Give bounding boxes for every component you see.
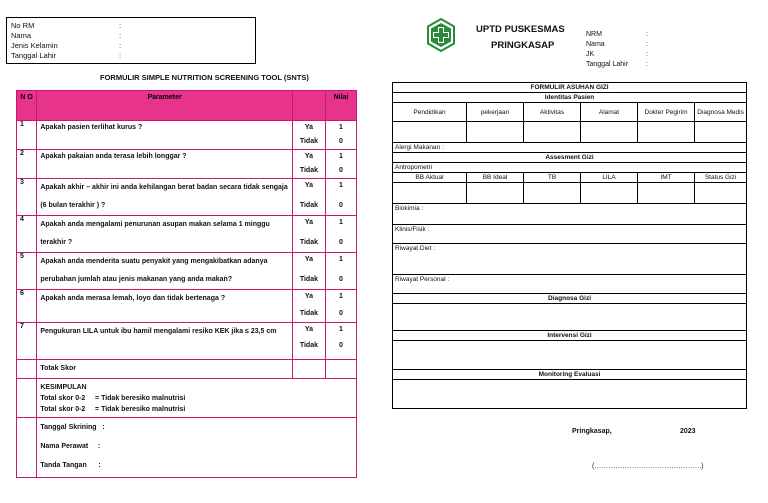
col-lila: LILA <box>581 173 638 183</box>
answer-no: Tidak <box>299 310 318 317</box>
puskesmas-logo-icon <box>426 18 456 52</box>
total-row <box>17 360 357 379</box>
table-row <box>17 253 357 290</box>
conclusion-line-1: Total skor 0-2 = Tidak beresiko malnutrisi <box>40 395 186 402</box>
empty-cell <box>467 183 524 204</box>
answer-cell <box>292 253 325 290</box>
sep: : <box>119 31 122 40</box>
score-yes: 1 <box>339 256 343 263</box>
score-no: 0 <box>339 202 343 209</box>
answer-no: Tidak <box>299 342 318 349</box>
answer-yes: Ya <box>304 256 313 263</box>
answer-yes: Ya <box>304 326 313 333</box>
signature-row <box>17 418 357 478</box>
anthro-value-row <box>393 183 747 204</box>
col-occupation: pekerjaan <box>467 103 524 122</box>
label-tanggal-lahir: Tanggal Lahir <box>11 51 57 60</box>
table-row <box>17 216 357 253</box>
answer-cell <box>292 323 325 360</box>
score-no: 0 <box>339 239 343 246</box>
conclusion-cell <box>37 379 357 418</box>
conclusion-row <box>17 379 357 418</box>
label-nama: Nama <box>11 31 32 40</box>
answer-cell <box>292 216 325 253</box>
label-jk: JK <box>586 51 595 58</box>
label-tanggal-lahir: Tanggal Lahir <box>586 61 629 68</box>
signature-cell <box>37 418 357 478</box>
screening-date: Tanggal Skrining : <box>40 424 105 431</box>
answer-cell <box>292 150 325 179</box>
anthropometry-label: Antropometri <box>393 163 747 173</box>
col-education: Pendidikan <box>393 103 467 122</box>
col-bmi: IMT <box>638 173 695 183</box>
row-number: 4 <box>17 216 37 253</box>
sep: : <box>646 31 648 38</box>
question: Apakah anda menderita suatu penyakit yang mengakibatkan adanya perubahan jumlah atau jenis makanan yang anda makan? <box>37 253 293 290</box>
score-cell <box>325 253 356 290</box>
section-assessment: Assesment Gizi <box>393 153 747 163</box>
answer-yes: Ya <box>304 293 313 300</box>
empty-cell <box>581 183 638 204</box>
score-yes: 1 <box>339 182 343 189</box>
right-patient-identity <box>586 30 648 70</box>
header-parameter: Parameter <box>37 91 293 121</box>
empty-cell <box>695 183 747 204</box>
question: Apakah anda merasa lemah, loyo dan tidak bertenaga ? <box>37 290 293 323</box>
anthro-header-row <box>393 173 747 183</box>
table-row <box>17 290 357 323</box>
empty-cell <box>17 418 37 478</box>
table-row <box>17 323 357 360</box>
answer-no: Tidak <box>299 138 318 145</box>
score-cell <box>325 290 356 323</box>
question: Pengukuran LILA untuk ibu hamil mengalami resiko KEK jika ≤ 23,5 cm <box>37 323 293 360</box>
header-answer <box>292 91 325 121</box>
score-no: 0 <box>339 138 343 145</box>
score-no: 0 <box>339 276 343 283</box>
score-cell <box>325 216 356 253</box>
question: Apakah pasien terlihat kurus ? <box>37 121 293 150</box>
col-actual-weight: BB Aktual <box>393 173 467 183</box>
nurse-name: Nama Perawat : <box>40 443 101 450</box>
answer-yes: Ya <box>304 219 313 226</box>
score-cell <box>325 121 356 150</box>
label-nrm: NRM <box>586 31 602 38</box>
empty-cell <box>325 360 356 379</box>
table-row <box>17 150 357 179</box>
biochem-field: Biokimia : <box>393 204 747 225</box>
score-yes: 1 <box>339 219 343 226</box>
sep: : <box>119 21 122 30</box>
answer-no: Tidak <box>299 239 318 246</box>
empty-cell <box>524 122 581 143</box>
nutrition-care-table <box>392 82 747 409</box>
row-number: 6 <box>17 290 37 323</box>
footer-year: 2023 <box>680 428 696 435</box>
score-yes: 1 <box>339 153 343 160</box>
label-nama: Nama <box>586 41 605 48</box>
personal-history-field: Riwayat Personal : <box>393 275 747 294</box>
conclusion-title: KESIMPULAN <box>40 384 87 391</box>
snts-header-row <box>17 91 357 121</box>
answer-cell <box>292 290 325 323</box>
empty-cell <box>17 360 37 379</box>
section-diagnosis: Diagnosa Gizi <box>393 294 747 304</box>
sep: : <box>119 41 122 50</box>
patient-identity-box <box>6 17 256 64</box>
question: Apakah akhir – akhir ini anda kehilangan berat badan secara tidak sengaja (6 bulan terakhir ) ? <box>37 179 293 216</box>
snts-title: FORMULIR SIMPLE NUTRITION SCREENING TOOL (SNTS) <box>100 73 309 82</box>
header-no: N O <box>17 91 37 121</box>
footer-place: Pringkasap, <box>572 428 612 435</box>
answer-no: Tidak <box>299 276 318 283</box>
conclusion-line-2: Total skor 0-2 = Tidak beresiko malnutrisi <box>40 406 186 413</box>
score-no: 0 <box>339 167 343 174</box>
answer-cell <box>292 179 325 216</box>
row-number: 3 <box>17 179 37 216</box>
score-cell <box>325 323 356 360</box>
sep: : <box>646 61 648 68</box>
col-referring-doctor: Dokter Pegirim <box>638 103 695 122</box>
answer-cell <box>292 121 325 150</box>
score-no: 0 <box>339 342 343 349</box>
section-monitoring: Monitoring Evaluasi <box>393 370 747 380</box>
empty-cell <box>638 183 695 204</box>
sep: : <box>646 51 648 58</box>
empty-cell <box>695 122 747 143</box>
org-name-line-2: PRINGKASAP <box>491 40 555 51</box>
sep: : <box>646 41 648 48</box>
diet-history-field: Riwayat Diet : <box>393 244 747 275</box>
section-intervention: Intervensi Gizi <box>393 331 747 341</box>
score-cell <box>325 150 356 179</box>
org-name-line-1: UPTD PUSKESMAS <box>476 24 565 35</box>
empty-cell <box>17 379 37 418</box>
row-number: 2 <box>17 150 37 179</box>
section-identity: Identitas Pasien <box>393 93 747 103</box>
label-no-rm: No RM <box>11 21 35 30</box>
empty-cell <box>292 360 325 379</box>
col-nutrition-status: Status Gizi <box>695 173 747 183</box>
empty-cell <box>393 122 467 143</box>
allergy-field: Alergi Makanan : <box>393 143 747 153</box>
form-title: FORMULIR ASUHAN GIZI <box>393 83 747 93</box>
col-ideal-weight: BB Ideal <box>467 173 524 183</box>
answer-no: Tidak <box>299 202 318 209</box>
answer-yes: Ya <box>304 124 313 131</box>
empty-cell <box>581 122 638 143</box>
row-number: 5 <box>17 253 37 290</box>
question: Apakah pakaian anda terasa lebih longgar ? <box>37 150 293 179</box>
empty-cell <box>638 122 695 143</box>
sep: : <box>119 51 122 60</box>
intervention-area <box>393 341 747 370</box>
answer-no: Tidak <box>299 167 318 174</box>
signature-line: (……………………………………….) <box>592 463 704 470</box>
col-activity: Aktivitas <box>524 103 581 122</box>
row-number: 1 <box>17 121 37 150</box>
clinical-field: Klinis/Fisik : <box>393 225 747 244</box>
diagnosis-area <box>393 304 747 331</box>
monitoring-area <box>393 380 747 409</box>
empty-cell <box>393 183 467 204</box>
score-yes: 1 <box>339 326 343 333</box>
col-height: TB <box>524 173 581 183</box>
identity-value-row <box>393 122 747 143</box>
snts-table <box>16 90 357 478</box>
header-score: Nilai <box>325 91 356 121</box>
empty-cell <box>524 183 581 204</box>
identity-header-row <box>393 103 747 122</box>
table-row <box>17 179 357 216</box>
label-jenis-kelamin: Jenis Kelamin <box>11 41 58 50</box>
col-medical-diagnosis: Diagnosa Medis <box>695 103 747 122</box>
row-number: 7 <box>17 323 37 360</box>
score-yes: 1 <box>339 293 343 300</box>
col-address: Alamat <box>581 103 638 122</box>
score-cell <box>325 179 356 216</box>
answer-yes: Ya <box>304 153 313 160</box>
score-yes: 1 <box>339 124 343 131</box>
score-no: 0 <box>339 310 343 317</box>
question: Apakah anda mengalami penurunan asupan makan selama 1 minggu terakhir ? <box>37 216 293 253</box>
table-row <box>17 121 357 150</box>
empty-cell <box>467 122 524 143</box>
total-label: Totak Skor <box>37 360 293 379</box>
answer-yes: Ya <box>304 182 313 189</box>
signature-label: Tanda Tangan : <box>40 462 101 469</box>
